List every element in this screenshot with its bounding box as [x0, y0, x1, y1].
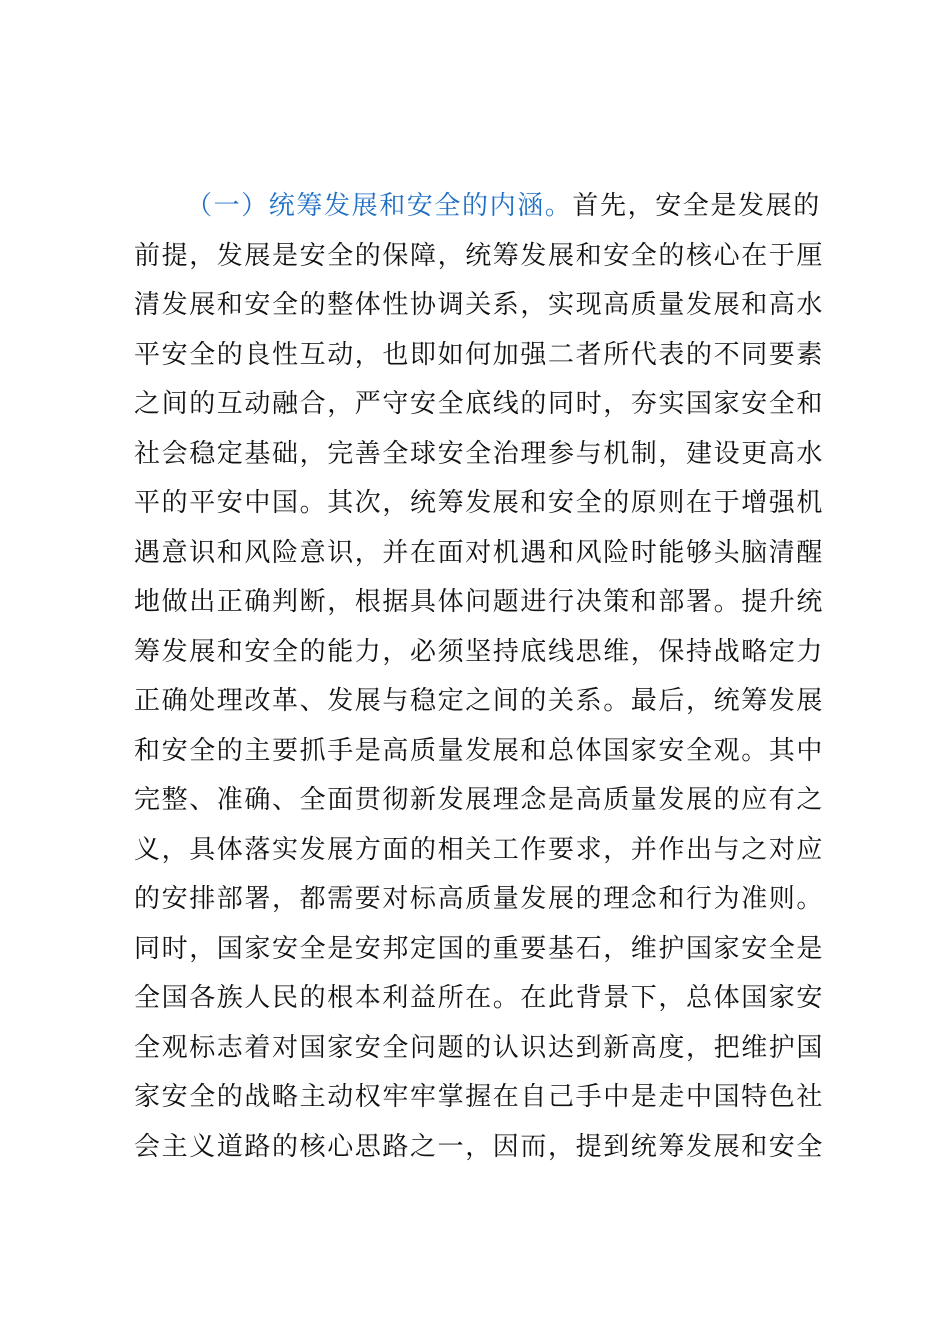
paragraph-line: 全观标志着对国家安全问题的认识达到新高度，把维护国: [134, 1032, 825, 1063]
paragraph-line: 平的平安中国。其次，统筹发展和安全的原则在于增强机: [134, 488, 825, 518]
paragraph-line: 遇意识和风险意识，并在面对机遇和风险时能够头脑清醒: [134, 537, 825, 568]
paragraph-line: 前提，发展是安全的保障，统筹发展和安全的核心在于厘: [134, 240, 825, 271]
paragraph-line: 社会稳定基础，完善全球安全治理参与机制，建设更高水: [134, 438, 825, 469]
paragraph-line: 之间的互动融合，严守安全底线的同时，夯实国家安全和: [134, 389, 825, 419]
paragraph-line: 清发展和安全的整体性协调关系，实现高质量发展和高水: [134, 290, 825, 320]
paragraph-line: 筹发展和安全的能力，必须坚持底线思维，保持战略定力: [134, 636, 825, 667]
paragraph-line: 正确处理改革、发展与稳定之间的关系。最后，统筹发展: [134, 686, 825, 716]
paragraph-line: 和安全的主要抓手是高质量发展和总体国家安全观。其中: [134, 735, 825, 766]
paragraph-line: 平安全的良性互动，也即如何加强二者所代表的不同要素: [134, 339, 825, 370]
paragraph-line: 全国各族人民的根本利益所在。在此背景下，总体国家安: [134, 983, 825, 1013]
paragraph-line-1: [134, 182, 834, 232]
paragraph-text: 首先，安全是发展的: [572, 191, 821, 221]
paragraph: [134, 182, 834, 1172]
section-heading: （一）统筹发展和安全的内涵。: [186, 191, 573, 221]
paragraph-line: 义，具体落实发展方面的相关工作要求，并作出与之对应: [134, 834, 825, 865]
paragraph-line: 同时，国家安全是安邦定国的重要基石，维护国家安全是: [134, 933, 825, 964]
paragraph-line: 的安排部署，都需要对标高质量发展的理念和行为准则。: [134, 884, 825, 914]
paragraph-line: 地做出正确判断，根据具体问题进行决策和部署。提升统: [134, 587, 825, 617]
paragraph-line: 会主义道路的核心思路之一，因而，提到统筹发展和安全: [134, 1131, 825, 1162]
paragraph-line: 家安全的战略主动权牢牢掌握在自己手中是走中国特色社: [134, 1082, 825, 1112]
paragraph-line: 完整、准确、全面贯彻新发展理念是高质量发展的应有之: [134, 785, 825, 815]
